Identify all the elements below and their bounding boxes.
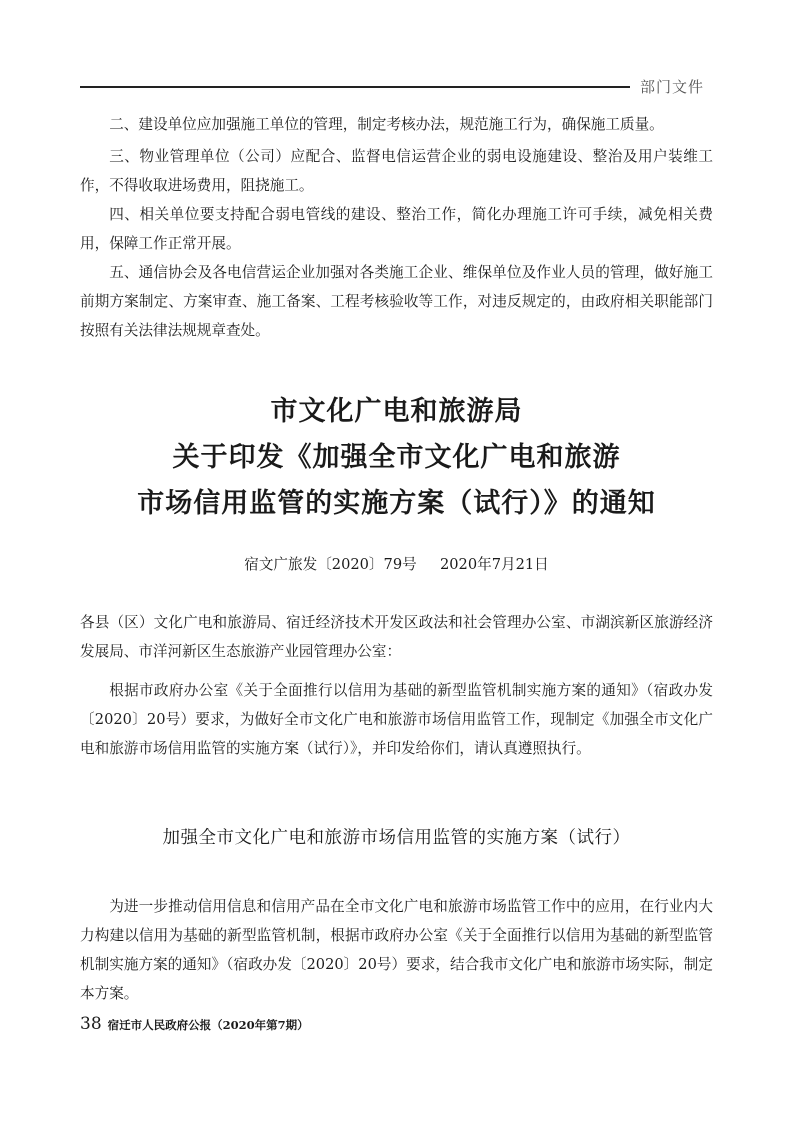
intro-item-3: 三、物业管理单位（公司）应配合、监督电信运营企业的弱电设施建设、整治及用户装维工作，不得收取进场费用，阻挠施工。 [80, 148, 713, 194]
notice-body: 根据市政府办公室《关于全面推行以信用为基础的新型监管机制实施方案的通知》（宿政办发〔2020〕20号）要求，为做好全市文化广电和旅游市场信用监管工作，现制定《加强全市文化广电和旅游市场信用监管的实施方案（试行）》，并印发给你们，请认真遵照执行。 [80, 682, 713, 757]
document-date: 2020年7月21日 [439, 556, 549, 573]
intro-item-5: 五、通信协会及各电信营运企业加强对各类施工企业、维保单位及作业人员的管理，做好施工前期方案制定、方案审查、施工备案、工程考核验收等工作，对违反规定的，由政府相关职能部门按照有关法律法规规章查处。 [80, 264, 713, 339]
notice-title-line-3: 市场信用监管的实施方案（试行）》的通知 [137, 488, 656, 519]
header-rule [80, 86, 630, 88]
intro-item-4: 四、相关单位要支持配合弱电管线的建设、整治工作，简化办理施工许可手续，减免相关费用，保障工作正常开展。 [80, 206, 713, 252]
intro-item-2: 二、建设单位应加强施工单位的管理，制定考核办法，规范施工行为，确保施工质量。 [109, 116, 664, 133]
publication-name: 宿迁市人民政府公报（2020年第7期） [107, 1018, 309, 1032]
notice-title [80, 389, 713, 527]
addressee: 各县（区）文化广电和旅游局、宿迁经济技术开发区政法和社会管理办公室、市湖滨新区旅游经济发展局、市洋河新区生态旅游产业园管理办公室： [80, 614, 713, 660]
notice-title-line-2: 关于印发《加强全市文化广电和旅游 [172, 442, 621, 473]
document-number-line [80, 553, 713, 574]
plan-subtitle: 加强全市文化广电和旅游市场信用监管的实施方案（试行） [162, 828, 631, 848]
plan-intro: 为进一步推动信用信息和信用产品在全市文化广电和旅游市场监管工作中的应用，在行业内大力构建以信用为基础的新型监管机制，根据市政府办公室《关于全面推行以信用为基础的新型监管机制实施方案的通知》（宿政办发〔2020〕20号）要求，结合我市文化广电和旅游市场实际，制定本方案。 [80, 898, 713, 1002]
page-footer [80, 1014, 309, 1034]
notice-title-line-1: 市文化广电和旅游局 [270, 396, 523, 427]
page-number: 38 [80, 1014, 102, 1034]
document-number: 宿文广旅发〔2020〕79号 [244, 556, 417, 573]
section-label: 部门文件 [640, 78, 705, 96]
